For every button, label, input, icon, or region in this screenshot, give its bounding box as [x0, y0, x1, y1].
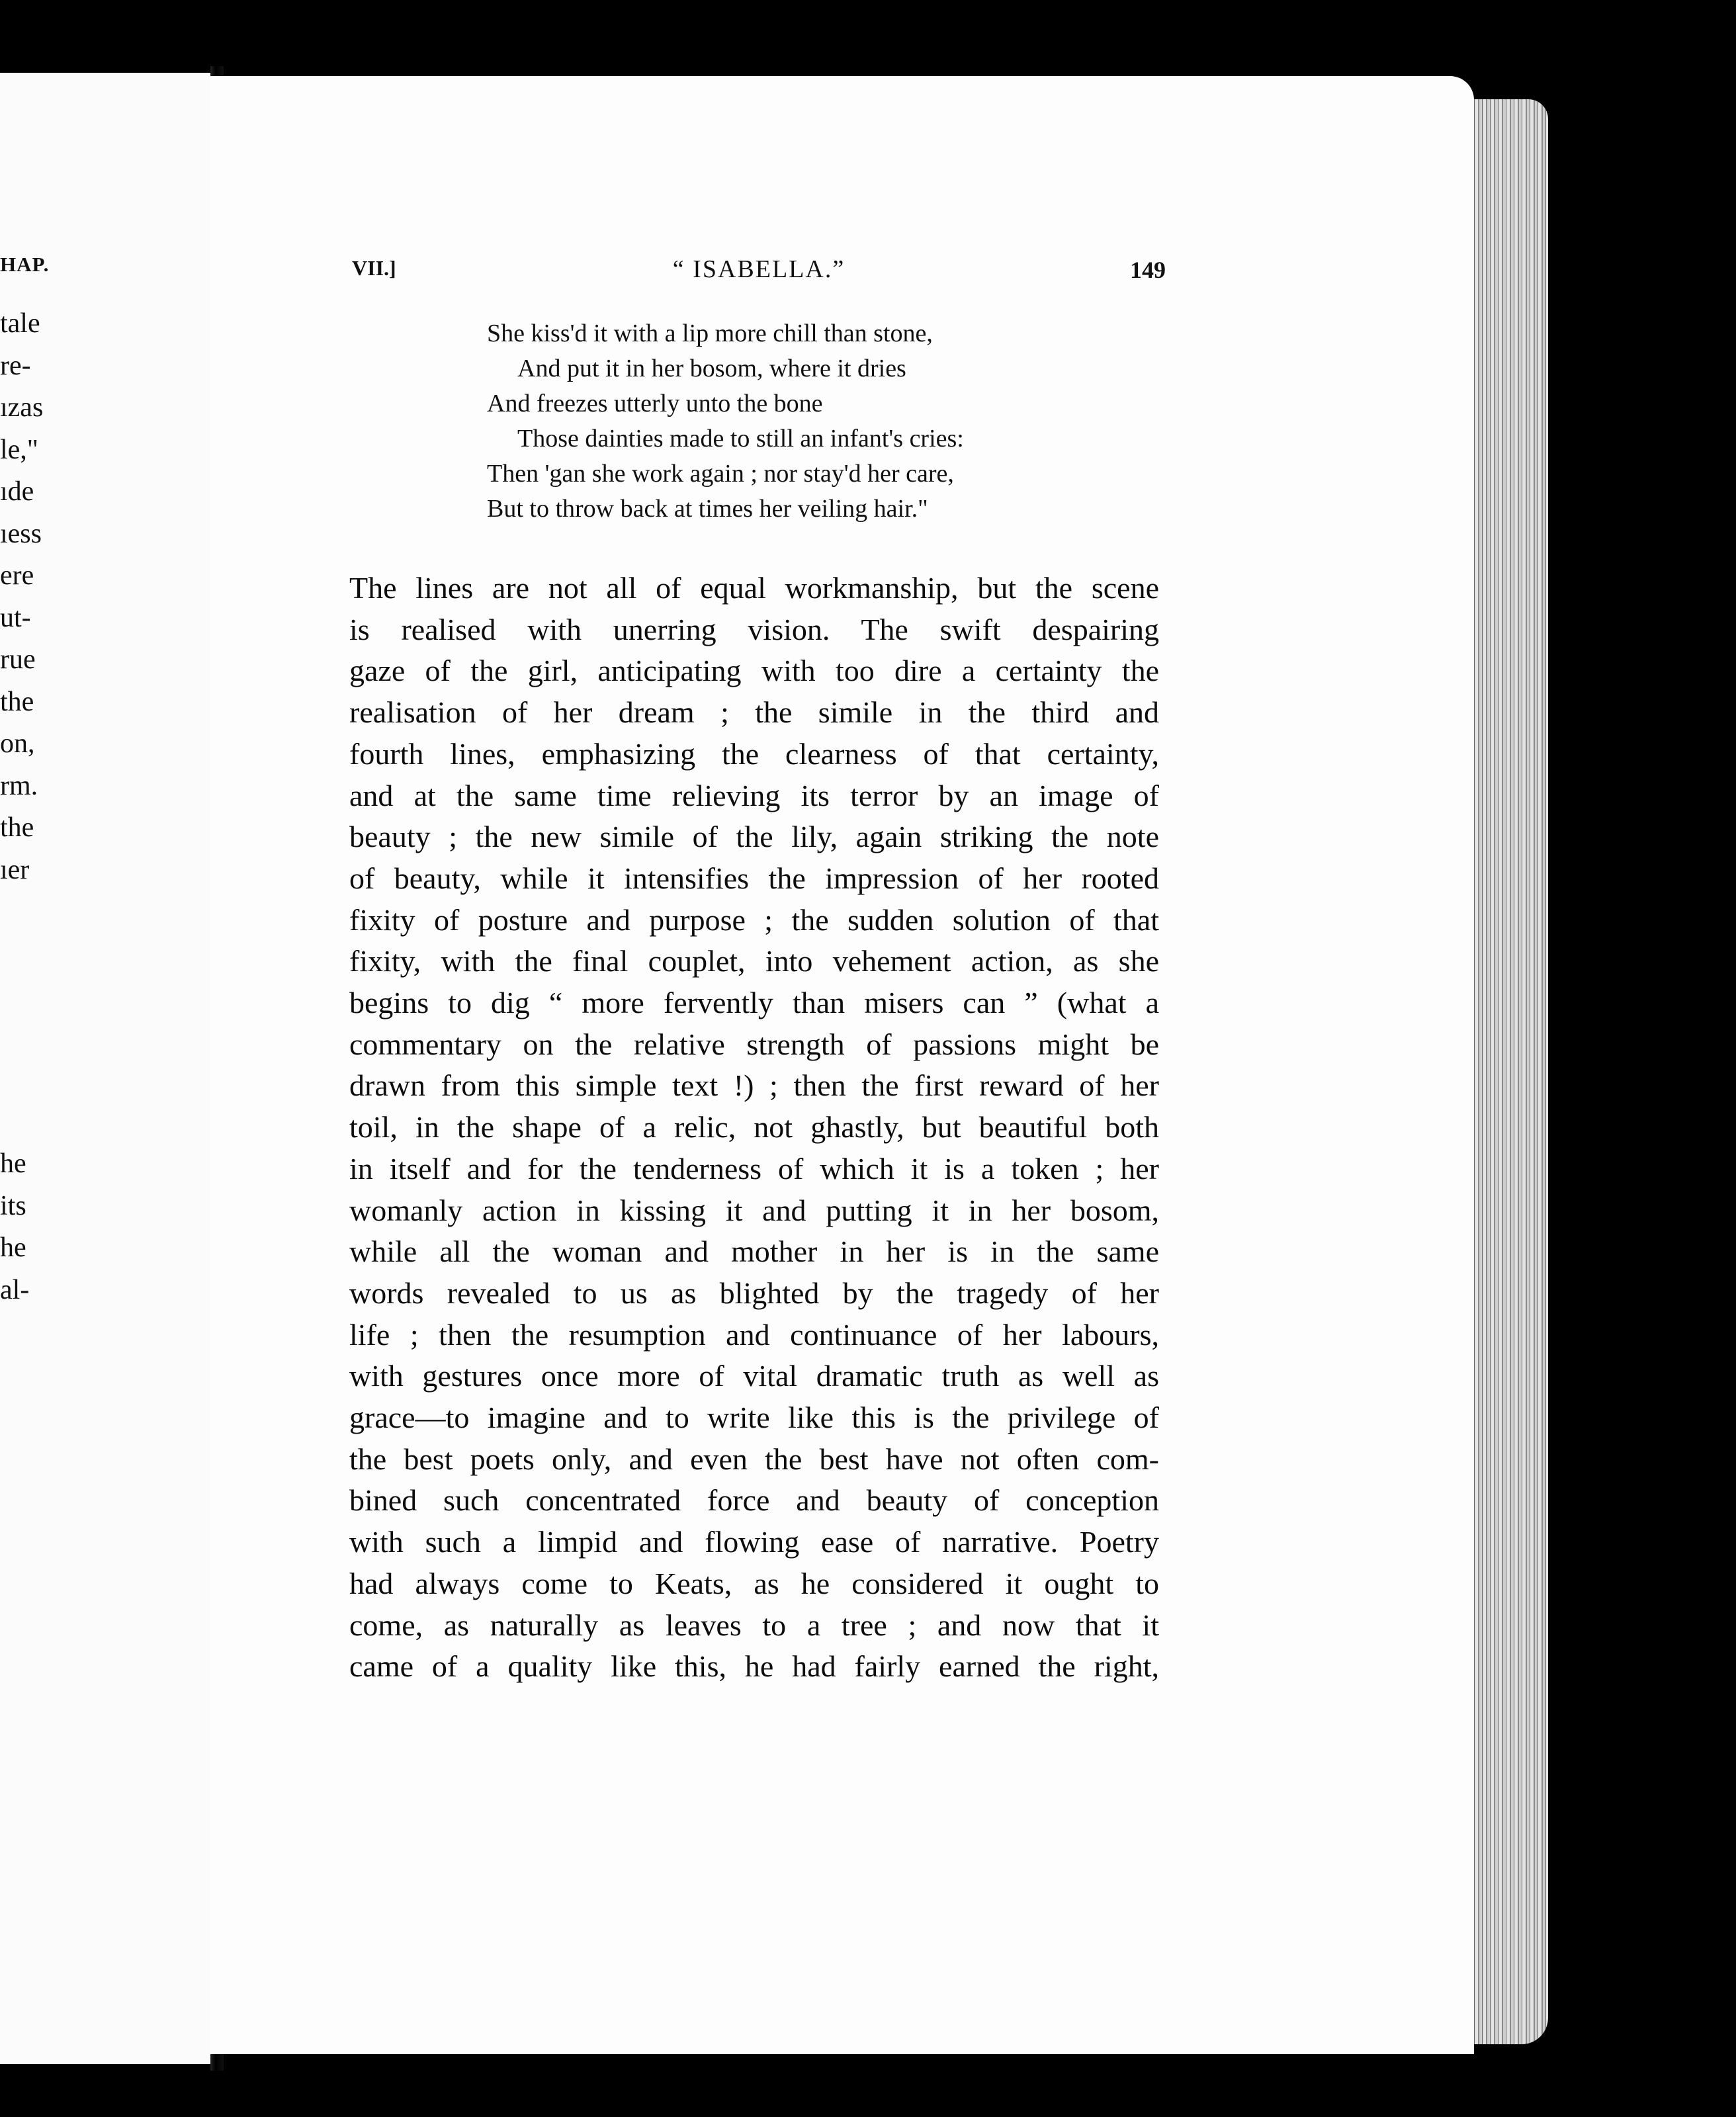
- body-line: realisation of her dream ; the simile in the third and: [349, 695, 1159, 730]
- body-line: come, as naturally as leaves to a tree ; and now that it: [349, 1608, 1159, 1642]
- body-line: fourth lines, emphasizing the clearness of that certainty,: [349, 736, 1159, 771]
- body-line: is realised with unerring vision. The swift despairing: [349, 612, 1159, 646]
- left-line-fragment: the: [0, 686, 34, 717]
- left-line-fragment: ut-: [0, 602, 31, 633]
- verse-line: She kiss'd it with a lip more chill than stone,: [487, 320, 933, 347]
- body-line: The lines are not all of equal workmanship, but the scene: [349, 571, 1159, 605]
- body-line: begins to dig “ more fervently than misers can ” (what a: [349, 986, 1159, 1020]
- left-line-fragment: tale: [0, 308, 40, 339]
- running-title: “ ISABELLA.”: [672, 255, 846, 283]
- left-line-fragment: ıess: [0, 518, 42, 549]
- left-line-fragment: le,": [0, 434, 38, 465]
- body-line: toil, in the shape of a relic, not ghastly, but beautiful both: [349, 1110, 1159, 1145]
- body-line: with such a limpid and flowing ease of narrative. Poetry: [349, 1525, 1159, 1559]
- verse-line: Then 'gan she work again ; nor stay'd her care,: [487, 460, 954, 488]
- body-line: while all the woman and mother in her is in the same: [349, 1234, 1159, 1269]
- body-line: came of a quality like this, he had fairly earned the right,: [349, 1649, 1159, 1684]
- body-line: fixity, with the final couplet, into vehement action, as she: [349, 944, 1159, 978]
- verse-line: But to throw back at times her veiling hair.": [487, 495, 928, 523]
- body-line: words revealed to us as blighted by the tragedy of her: [349, 1275, 1159, 1310]
- left-facing-page: [0, 73, 210, 2064]
- verse-line: And freezes utterly unto the bone: [487, 390, 823, 417]
- left-line-fragment: ıer: [0, 854, 30, 885]
- left-line-fragment: rm.: [0, 770, 38, 801]
- body-line: and at the same time relieving its terror by an image of: [349, 778, 1159, 812]
- body-line: the best poets only, and even the best have not often com-: [349, 1442, 1159, 1476]
- verse-line: Those dainties made to still an infant's cries:: [517, 425, 964, 453]
- left-line-fragment: he: [0, 1148, 26, 1179]
- body-line: of beauty, while it intensifies the impression of her rooted: [349, 861, 1159, 895]
- page-number: 149: [1130, 257, 1166, 283]
- left-line-fragment: ızas: [0, 392, 44, 423]
- body-line: with gestures once more of vital dramatic truth as well as: [349, 1359, 1159, 1393]
- body-paragraph: [349, 568, 1159, 1688]
- body-line: had always come to Keats, as he considered it ought to: [349, 1566, 1159, 1600]
- left-line-fragment: ıde: [0, 476, 34, 507]
- body-line: drawn from this simple text !) ; then the first reward of her: [349, 1068, 1159, 1103]
- left-line-fragment: its: [0, 1190, 26, 1221]
- body-line: womanly action in kissing it and putting it in her bosom,: [349, 1193, 1159, 1227]
- body-line: fixity of posture and purpose ; the sudden solution of that: [349, 902, 1159, 937]
- body-line: life ; then the resumption and continuance of her labours,: [349, 1317, 1159, 1352]
- verse-quotation: [487, 316, 1082, 527]
- left-line-fragment: al-: [0, 1274, 30, 1305]
- left-line-fragment: ere: [0, 560, 34, 591]
- chapter-marker: VII.]: [352, 256, 396, 280]
- left-line-fragment: the: [0, 812, 34, 843]
- body-line: commentary on the relative strength of passions might be: [349, 1027, 1159, 1061]
- verse-line: And put it in her bosom, where it dries: [517, 355, 906, 382]
- running-head: [352, 255, 1166, 294]
- left-line-fragment: on,: [0, 728, 35, 759]
- left-line-fragment: re-: [0, 350, 31, 381]
- body-line: gaze of the girl, anticipating with too dire a certainty the: [349, 654, 1159, 688]
- body-line: grace—to imagine and to write like this is the privilege of: [349, 1401, 1159, 1435]
- body-line: bined such concentrated force and beauty of conception: [349, 1483, 1159, 1518]
- left-line-fragment: rue: [0, 644, 36, 675]
- body-line: in itself and for the tenderness of which it is a token ; her: [349, 1151, 1159, 1186]
- body-line: beauty ; the new simile of the lily, again striking the note: [349, 820, 1159, 854]
- left-running-head-fragment: HAP.: [0, 253, 50, 276]
- left-line-fragment: he: [0, 1232, 26, 1263]
